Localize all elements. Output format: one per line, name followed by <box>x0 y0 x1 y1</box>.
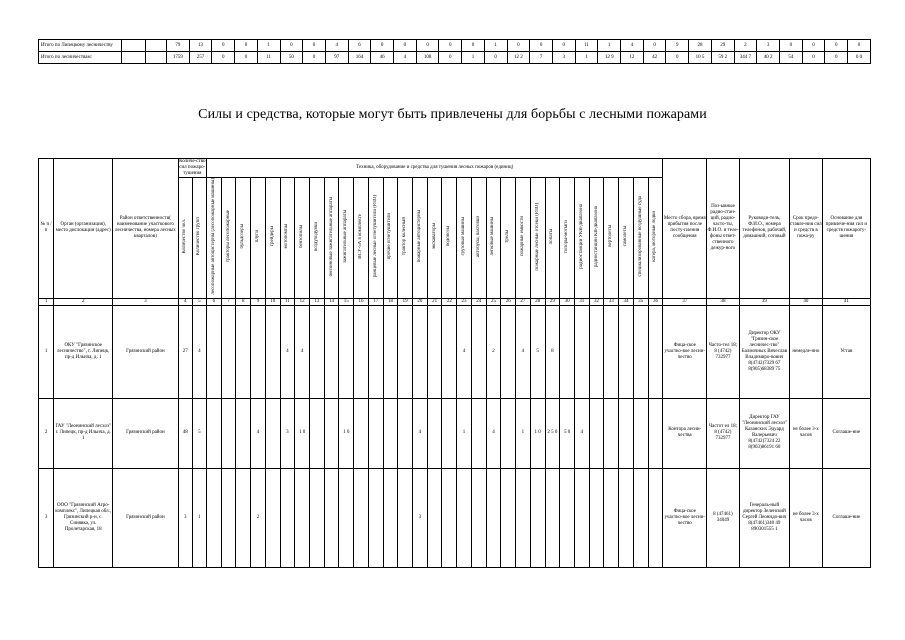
summary-value: 0 <box>848 40 871 52</box>
summary-value: 6 <box>348 40 371 52</box>
row-tech-value <box>280 468 295 567</box>
summary-empty-cell <box>121 40 146 52</box>
forces-table <box>38 158 871 568</box>
summary-value: 28 <box>689 40 712 52</box>
row-tech-value <box>516 468 531 567</box>
row-tech-value <box>251 305 266 398</box>
header-radio: Поз-ывные радио-стан-ций, радио-часто-ты, Ф.И.О. и теле-фоны ответ-ственного дежур-ного <box>707 159 740 299</box>
summary-value: 46 <box>371 52 394 64</box>
row-tech-value <box>501 305 516 398</box>
row-tech-value <box>265 398 280 468</box>
row-tech-value <box>442 398 457 468</box>
row-tech-value <box>221 468 236 567</box>
row-tech-value: 8 <box>545 305 560 398</box>
column-number: 36 <box>648 298 663 305</box>
row-tech-value <box>442 305 457 398</box>
summary-value: 12 9 <box>598 52 621 64</box>
header-tech-col: бензиновые зажигательные аппараты <box>324 178 339 299</box>
row-basis: Соглаше-ние <box>822 398 870 468</box>
column-number: 6 <box>206 298 221 305</box>
row-tech-value <box>530 468 545 567</box>
row-tech-value <box>221 398 236 468</box>
row-tech-value: 1 0 <box>295 398 310 468</box>
column-number: 19 <box>398 298 413 305</box>
summary-value: 97 <box>325 52 348 64</box>
column-number: 26 <box>501 298 516 305</box>
row-tech-value: 1 0 <box>530 398 545 468</box>
header-group-count: Количество групп <box>192 178 206 299</box>
header-place: Место сбора, время прибытия после посту-пления сообщения <box>663 159 707 299</box>
row-tech-value <box>427 468 442 567</box>
header-tech-col: ВСУ-5А в комплекте <box>354 178 369 299</box>
column-number: 40 <box>789 298 822 305</box>
table-row <box>39 468 871 567</box>
row-tech-value <box>633 398 648 468</box>
row-tech-value <box>545 468 560 567</box>
header-tech-col: самолеты <box>619 178 634 299</box>
row-tech-value <box>206 468 221 567</box>
row-tech-value <box>368 468 383 567</box>
summary-value: 0 <box>530 40 553 52</box>
row-basis: Соглаше-ние <box>822 468 870 567</box>
header-tech-col: трактор колесный <box>398 178 413 299</box>
row-tech-value <box>398 468 413 567</box>
row-tech-value: 2 5 0 <box>545 398 560 468</box>
column-number: 24 <box>471 298 486 305</box>
row-tech-value <box>589 398 604 468</box>
row-tech-value <box>339 305 354 398</box>
column-number: 16 <box>354 298 369 305</box>
row-tech-value <box>633 468 648 567</box>
summary-value: 54 <box>779 52 802 64</box>
column-number: 29 <box>545 298 560 305</box>
row-tech-value <box>604 398 619 468</box>
row-tech-value: 3 <box>413 468 428 567</box>
table-row <box>39 398 871 468</box>
summary-value: 2 <box>734 40 757 52</box>
row-tech-value <box>324 305 339 398</box>
summary-value: 0 <box>212 40 235 52</box>
row-tech-value: 4 <box>574 398 589 468</box>
summary-value: 4 <box>394 52 417 64</box>
page-title: Силы и средства, которые могут быть привлечены для борьбы с лесными пожарами <box>198 107 707 122</box>
row-tech-value <box>501 398 516 468</box>
summary-value: 164 <box>348 52 371 64</box>
summary-value: 4 <box>621 40 644 52</box>
row-area: Грязинский район <box>113 398 178 468</box>
row-tech-value: 1 0 <box>339 398 354 468</box>
row-number: 3 <box>39 468 54 567</box>
column-number: 28 <box>530 298 545 305</box>
column-number: 2 <box>54 298 113 305</box>
row-tech-value <box>295 468 310 567</box>
summary-label: Итого по лесничествам: <box>39 52 122 64</box>
row-tech-value <box>604 468 619 567</box>
header-tech-col: бульдозеры <box>236 178 251 299</box>
summary-value: 3 <box>552 52 575 64</box>
row-tech-value <box>324 468 339 567</box>
column-number: 7 <box>221 298 236 305</box>
column-number: 25 <box>486 298 501 305</box>
header-org: Орган (организация), место дислокации (адрес) <box>54 159 113 299</box>
row-tech-value <box>310 398 325 468</box>
row-tech-value <box>221 305 236 398</box>
column-number: 37 <box>663 298 707 305</box>
header-tech-col: воздуходувки <box>310 178 325 299</box>
column-number: 15 <box>339 298 354 305</box>
summary-value: 0 <box>439 52 462 64</box>
summary-value: 0 <box>394 40 417 52</box>
column-number: 23 <box>457 298 472 305</box>
summary-value: 42 <box>643 52 666 64</box>
summary-value: 0 <box>802 52 825 64</box>
row-tech-value <box>206 398 221 468</box>
column-number: 17 <box>368 298 383 305</box>
column-number: 12 <box>295 298 310 305</box>
header-area: Район ответственности( наименование участкового лесничества, номера лесных кварталов) <box>113 159 178 299</box>
row-tech-value <box>589 468 604 567</box>
row-tech-value: 5 <box>530 305 545 398</box>
column-number: 33 <box>604 298 619 305</box>
summary-value: 0 <box>484 52 507 64</box>
row-tech-value <box>471 398 486 468</box>
header-num: № п / п <box>39 159 54 299</box>
row-tech-value <box>398 305 413 398</box>
row-tech-value <box>310 468 325 567</box>
summary-value: 0 <box>643 40 666 52</box>
row-tech-value <box>633 305 648 398</box>
row-tech-value <box>354 305 369 398</box>
row-head: Директор ОКУ "Грязин-ское лесничес-тво" Балмочных Вячеслав Владимиро-вович 8(4742)7329 67 8(905)68389 75 <box>739 305 789 398</box>
row-tech-value <box>589 305 604 398</box>
summary-row <box>39 52 871 64</box>
row-area: Грязинский район <box>113 468 178 567</box>
row-tech-value <box>236 398 251 468</box>
column-number: 39 <box>739 298 789 305</box>
header-tech-col: прочие огнетушители <box>383 178 398 299</box>
summary-value: 1 <box>575 52 598 64</box>
row-tech-value <box>206 305 221 398</box>
row-tech-value <box>265 305 280 398</box>
row-tech-value <box>604 305 619 398</box>
header-tech-col: автобусы, вахтовки <box>471 178 486 299</box>
row-head: Генераль-ный директор Зеленский Сергей Леонидо-вич 8(47461)340 49 890301555 1 <box>739 468 789 567</box>
row-tech-value <box>457 468 472 567</box>
summary-value: 108 <box>416 52 439 64</box>
header-tech-group: Техника, оборудование и средства для тушения лесных пожаров (единиц) <box>206 159 662 178</box>
header-tech-col: топоры-мотыги <box>560 178 575 299</box>
column-number: 35 <box>633 298 648 305</box>
summary-value: 0 <box>371 40 394 52</box>
row-tech-value <box>471 305 486 398</box>
row-tech-value <box>619 398 634 468</box>
row-organization: ГАУ "Леонинский лесхоз" г. Липецк, пр-д Ильича, д. 1 <box>54 398 113 468</box>
column-number: 20 <box>413 298 428 305</box>
summary-value: 0 <box>235 40 258 52</box>
header-tech-col: экскаваторы <box>427 178 442 299</box>
row-tech-value: 4 <box>251 398 266 468</box>
row-tech-value: 3 <box>280 398 295 468</box>
row-organization: ОКУ "Грязинское лесничество", г. Липецк, пр-д Ильича, д. 1 <box>54 305 113 398</box>
summary-label: Итого по Липецкому лесничеству <box>39 40 122 52</box>
header-tech-col: лопаты <box>545 178 560 299</box>
header-tech-col: мотопомпы <box>280 178 295 299</box>
row-tech-value <box>560 305 575 398</box>
row-radio: Часто-тел 18; 8 (4742) 732977 <box>707 305 740 398</box>
column-number: 13 <box>310 298 325 305</box>
row-number: 2 <box>39 398 54 468</box>
row-tech-value <box>574 468 589 567</box>
column-number: 32 <box>589 298 604 305</box>
summary-value: 11 <box>257 52 280 64</box>
summary-value: 1 <box>257 40 280 52</box>
table-row <box>39 305 871 398</box>
column-number: 8 <box>236 298 251 305</box>
row-tech-value: 2 <box>486 305 501 398</box>
row-group-count: 5 <box>192 398 206 468</box>
summary-value: 0 <box>779 40 802 52</box>
column-number: 18 <box>383 298 398 305</box>
row-tech-value: 4 <box>486 398 501 468</box>
row-term: не более 3-х часов <box>789 398 822 468</box>
row-tech-value <box>574 305 589 398</box>
header-tech-col: радиостанции УКВ-диапазона <box>574 178 589 299</box>
row-tech-value: 4 <box>280 305 295 398</box>
row-organization: ООО "Грязинский Агро-комплекс", Липецкая обл., Грязинский р-н, с. Синявка, ул. Пролетарская, 18 <box>54 468 113 567</box>
summary-value: 0 <box>462 40 485 52</box>
row-tech-value <box>427 305 442 398</box>
row-tech-value <box>471 468 486 567</box>
header-tech-col: пожарные автоцистерны <box>413 178 428 299</box>
summary-value: 29 <box>711 40 734 52</box>
row-tech-value <box>442 468 457 567</box>
summary-value: 0 <box>507 40 530 52</box>
summary-table <box>38 39 871 64</box>
header-tech-col: водовозы <box>442 178 457 299</box>
column-number: 41 <box>822 298 870 305</box>
column-number: 5 <box>192 298 206 305</box>
summary-value: 0 0 <box>848 52 871 64</box>
column-number: 31 <box>574 298 589 305</box>
summary-value: 0 <box>825 40 848 52</box>
summary-value: 0 <box>552 40 575 52</box>
row-tech-value <box>339 468 354 567</box>
row-tech-value <box>648 468 663 567</box>
column-number: 22 <box>442 298 457 305</box>
row-tech-value <box>648 398 663 468</box>
summary-value: 59 2 <box>711 52 734 64</box>
row-tech-value: 5 0 <box>560 398 575 468</box>
header-tech-col: лесопожарные автоцистерны (лесопожарные машины) <box>206 178 221 299</box>
column-number: 30 <box>560 298 575 305</box>
summary-value: 3 <box>757 40 780 52</box>
summary-value: 4 <box>325 40 348 52</box>
summary-value: 50 <box>280 52 303 64</box>
summary-value: 0 <box>416 40 439 52</box>
row-radio: 8 (47461) 34049 <box>707 468 740 567</box>
row-people-count: 48 <box>178 398 192 468</box>
header-tech-col: плуги <box>251 178 266 299</box>
row-tech-value <box>486 468 501 567</box>
row-tech-value <box>619 305 634 398</box>
row-term: не более 3-х часов <box>789 468 822 567</box>
summary-value: 79 <box>166 40 189 52</box>
header-tech-col: трелы <box>501 178 516 299</box>
summary-value: 7 <box>530 52 553 64</box>
column-number: 9 <box>251 298 266 305</box>
summary-value: 0 <box>825 52 848 64</box>
row-tech-value <box>354 398 369 468</box>
row-head: Директор ГАУ "Леонинский лесхоз" Казанских Эдуард Валерьевич 8(4742)7324 22 8(903)86191 60 <box>739 398 789 468</box>
summary-value: 257 <box>189 52 212 64</box>
header-tech-col: тракторы лесопожарные <box>221 178 236 299</box>
row-tech-value <box>236 305 251 398</box>
row-term: немедле-нно <box>789 305 822 398</box>
summary-value: 12 <box>621 52 644 64</box>
header-term: Срок предо-ставле-ния сил и средств в пожа-ру <box>789 159 822 299</box>
column-number: 4 <box>178 298 192 305</box>
row-tech-value <box>236 468 251 567</box>
summary-empty-cell <box>146 40 167 52</box>
column-number: 34 <box>619 298 634 305</box>
summary-value: 344 7 <box>734 52 757 64</box>
column-number: 27 <box>516 298 531 305</box>
row-tech-value <box>310 305 325 398</box>
column-number: 14 <box>324 298 339 305</box>
header-tech-col: радиостанции КВ-диапазона <box>589 178 604 299</box>
summary-value: 1759 <box>166 52 189 64</box>
column-number: 3 <box>113 298 178 305</box>
summary-value: 11 <box>575 40 598 52</box>
summary-value: 12 2 <box>507 52 530 64</box>
summary-row <box>39 40 871 52</box>
header-people-group: Количе-ство сил пожаро-тушения <box>179 159 206 176</box>
row-tech-value: 4 <box>516 305 531 398</box>
row-tech-value <box>648 305 663 398</box>
row-radio: Частот ел 18; 8 (4742) 732977 <box>707 398 740 468</box>
summary-empty-cell <box>121 52 146 64</box>
summary-empty-cell <box>146 52 167 64</box>
summary-value: 0 <box>303 52 326 64</box>
row-tech-value <box>265 468 280 567</box>
summary-value: 0 <box>303 40 326 52</box>
row-people-count: 3 <box>178 468 192 567</box>
row-tech-value <box>368 305 383 398</box>
column-number: 38 <box>707 298 740 305</box>
column-number: 1 <box>39 298 54 305</box>
row-group-count: 1 <box>192 468 206 567</box>
summary-value: 1 <box>462 52 485 64</box>
row-place: Фица-ское участко-вое лесни-чество <box>663 468 707 567</box>
header-tech-col: зажигательные аппараты <box>339 178 354 299</box>
summary-value: 0 <box>280 40 303 52</box>
header-people-count: Количество чел. <box>178 178 192 299</box>
summary-value: 9 <box>666 40 689 52</box>
header-tech-col: пожарные лесные отсеки (РЛО) <box>530 178 545 299</box>
header-tech-col: бензопилы <box>295 178 310 299</box>
column-number: 11 <box>280 298 295 305</box>
row-place: Контора лесни-чества <box>663 398 707 468</box>
row-tech-value <box>501 468 516 567</box>
header-tech-col: грейдеры <box>265 178 280 299</box>
row-tech-value <box>619 468 634 567</box>
row-tech-value <box>368 398 383 468</box>
summary-value: 0 <box>439 40 462 52</box>
column-number: 21 <box>427 298 442 305</box>
row-area: Грязинский район <box>113 305 178 398</box>
row-tech-value <box>427 398 442 468</box>
summary-value: 1 <box>484 40 507 52</box>
summary-value: 0 <box>666 52 689 64</box>
row-number: 1 <box>39 305 54 398</box>
column-number: 10 <box>265 298 280 305</box>
row-tech-value: 4 <box>295 305 310 398</box>
row-tech-value: 1 <box>516 398 531 468</box>
row-tech-value: 2 <box>251 468 266 567</box>
row-people-count: 27 <box>178 305 192 398</box>
header-tech-col: легковые машины <box>486 178 501 299</box>
row-tech-value: 4 <box>457 305 472 398</box>
row-tech-value <box>383 398 398 468</box>
row-group-count: 4 <box>192 305 206 398</box>
header-tech-col: ранцевые лесные огнетушители (РЛО) <box>368 178 383 299</box>
row-tech-value <box>560 468 575 567</box>
summary-value: 0 <box>212 52 235 64</box>
header-head: Руководи-тель, Ф.И.О., номера телефонов, рабочий, домашний, сотовый <box>739 159 789 299</box>
row-tech-value <box>324 398 339 468</box>
row-tech-value: 4 <box>413 398 428 468</box>
row-tech-value <box>398 398 413 468</box>
row-place: Фица-ское участко-вое лесни-чество <box>663 305 707 398</box>
header-tech-col: специализированные воздушные суда <box>633 178 648 299</box>
row-tech-value: 1 <box>457 398 472 468</box>
header-tech-col: вертолеты <box>604 178 619 299</box>
summary-value: 0 <box>802 40 825 52</box>
summary-value: 0 <box>235 52 258 64</box>
summary-value: 10 5 <box>689 52 712 64</box>
summary-value: 13 <box>189 40 212 52</box>
summary-value: 1 <box>598 40 621 52</box>
header-basis: Основание для привлече-ния сил и средств пожароту-шения <box>822 159 870 299</box>
summary-value: 40 2 <box>757 52 780 64</box>
row-tech-value <box>354 468 369 567</box>
row-basis: Устав <box>822 305 870 398</box>
row-tech-value <box>413 305 428 398</box>
header-tech-col: катера, моторные лодки <box>648 178 663 299</box>
row-tech-value <box>383 305 398 398</box>
header-tech-col: грузовые машины <box>457 178 472 299</box>
row-tech-value <box>383 468 398 567</box>
header-tech-col: пожарные емкости <box>516 178 531 299</box>
